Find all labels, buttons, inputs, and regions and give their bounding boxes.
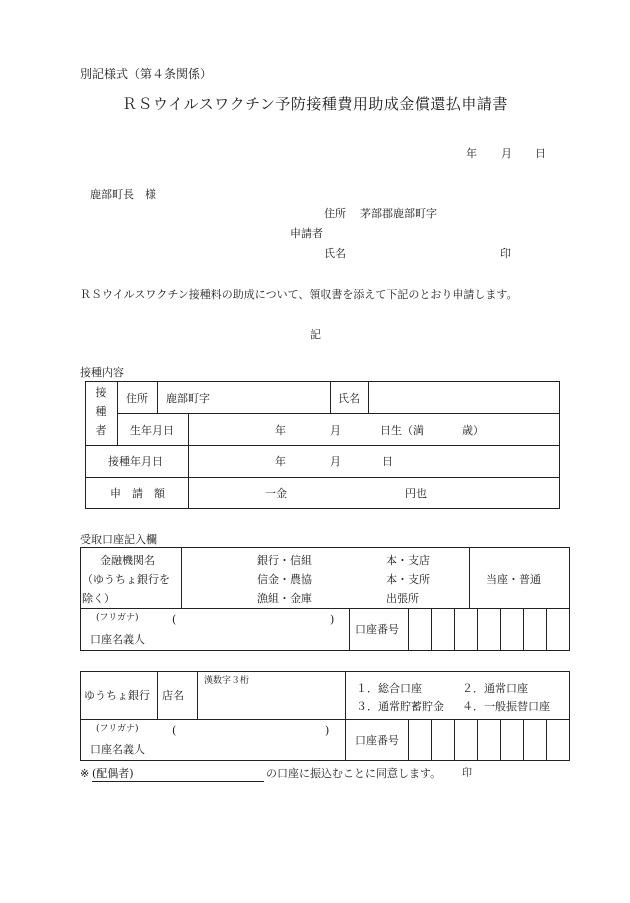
yucho-account-number-label: 口座番号	[355, 734, 399, 747]
bt-col-inst	[181, 547, 182, 608]
bank-holder-field[interactable]	[180, 612, 328, 646]
bank-account-number-label: 口座番号	[355, 623, 399, 636]
yucho-furigana-label: (フリガナ)	[96, 724, 139, 734]
bt-digit-7	[546, 608, 547, 651]
yucho-option-4[interactable]: ４．一般振替口座	[462, 700, 550, 713]
vt-col-line-a	[117, 381, 118, 445]
bank-paren-close: )	[330, 613, 335, 626]
dob-age-label: 歳）	[462, 424, 484, 437]
recipient-address-value[interactable]: 鹿部町字	[166, 392, 210, 405]
yt-row-line	[80, 719, 570, 720]
bt-digit-2	[431, 608, 432, 651]
consent-mark: ※	[80, 767, 90, 780]
vt-row-line-3	[85, 477, 560, 478]
institution-label-3: 除く）	[82, 592, 115, 605]
yt-digit-6	[523, 719, 524, 761]
bank-type-2[interactable]: 信金・農協	[257, 573, 312, 586]
yt-digit-4	[477, 719, 478, 761]
yt-col-shop	[197, 671, 198, 719]
bt-col-acct-type	[469, 547, 470, 608]
bt-digit-4	[477, 608, 478, 651]
recipient-label-2: 種	[95, 405, 107, 418]
recipient-label-1: 接	[95, 386, 107, 399]
date-year-label: 年	[466, 147, 477, 160]
recipient-label-3: 者	[95, 424, 107, 437]
ki-mark: 記	[310, 328, 321, 341]
amount-label: 申 請 額	[110, 487, 165, 500]
dob-born-label: 日生（満	[380, 424, 424, 437]
yucho-option-2[interactable]: ２．通常口座	[462, 682, 528, 695]
vaccination-section-title: 接種内容	[80, 366, 124, 379]
consent-spouse-label: (配偶者)	[92, 767, 134, 780]
applicant-address-label: 住所	[324, 207, 346, 220]
dob-year-label: 年	[275, 424, 286, 437]
applicant-role-label: 申請者	[290, 227, 323, 240]
bt-digit-1	[408, 608, 409, 651]
bank-type-3[interactable]: 漁組・金庫	[257, 592, 312, 605]
yt-digit-3	[454, 719, 455, 761]
amount-suffix: 円也	[405, 487, 427, 500]
yt-digit-1	[408, 719, 409, 761]
vt-col-line-d	[368, 381, 369, 413]
yucho-shop-field[interactable]	[200, 690, 342, 716]
consent-seal: 印	[462, 768, 472, 779]
recipient-name-field[interactable]	[370, 382, 558, 412]
applicant-name-label: 氏名	[324, 247, 346, 260]
vt-col-line-c	[330, 381, 331, 413]
institution-label-1: 金融機関名	[100, 554, 155, 567]
branch-type-2[interactable]: 本・支所	[386, 573, 430, 586]
bt-digit-5	[500, 608, 501, 651]
bank-paren-open: (	[172, 613, 177, 626]
yucho-option-3[interactable]: ３．通常貯蓄貯金	[356, 700, 444, 713]
vt-col-line-b	[157, 381, 158, 413]
vaccination-date-label: 接種年月日	[108, 455, 163, 468]
bank-section-title: 受取口座記入欄	[80, 533, 157, 546]
yt-col-options	[345, 671, 346, 761]
yt-digit-7	[546, 719, 547, 761]
applicant-seal: 印	[500, 247, 511, 260]
yucho-holder-label: 口座名義人	[90, 743, 145, 756]
vd-year-label: 年	[275, 455, 286, 468]
consent-signature-line[interactable]	[92, 781, 264, 782]
amount-prefix: 一金	[265, 487, 287, 500]
bt-digit-3	[454, 608, 455, 651]
yucho-shop-label: 店名	[162, 689, 184, 702]
account-type-options[interactable]: 当座・普通	[486, 573, 541, 586]
bt-row-line	[80, 608, 570, 609]
dob-label: 生年月日	[130, 424, 174, 437]
institution-label-2: （ゆうちょ銀行を	[82, 573, 170, 586]
branch-type-3[interactable]: 出張所	[386, 592, 419, 605]
bank-holder-label: 口座名義人	[90, 633, 145, 646]
branch-type-1[interactable]: 本・支店	[386, 554, 430, 567]
bank-type-1[interactable]: 銀行・信組	[257, 554, 312, 567]
bt-col-acct-no-label	[349, 608, 350, 651]
form-label: 別記様式（第４条関係）	[80, 67, 213, 81]
consent-text: の口座に振込むことに同意します。	[266, 767, 442, 780]
dob-month-label: 月	[330, 424, 341, 437]
yucho-bank-label: ゆうちょ銀行	[84, 689, 150, 702]
yucho-option-1[interactable]: １．総合口座	[356, 682, 422, 695]
vd-day-label: 日	[382, 455, 393, 468]
bt-digit-6	[523, 608, 524, 651]
yucho-paren-close: )	[325, 724, 330, 737]
vt-row-line-1	[117, 413, 560, 414]
addressee: 鹿部町長 様	[90, 188, 156, 201]
recipient-address-label: 住所	[126, 392, 148, 405]
yucho-kanji-note: 漢数字３桁	[204, 676, 250, 686]
date-day-label: 日	[535, 147, 546, 160]
date-month-label: 月	[501, 147, 512, 160]
vt-col-line-e	[188, 413, 189, 509]
yt-col-bank	[157, 671, 158, 719]
yt-digit-5	[500, 719, 501, 761]
yucho-holder-field[interactable]	[180, 723, 322, 757]
vt-row-line-2	[85, 445, 560, 446]
yucho-paren-open: (	[172, 724, 177, 737]
intro-text: ＲＳウイルスワクチン接種料の助成について、領収書を添えて下記のとおり申請します。	[80, 288, 518, 301]
yt-digit-2	[431, 719, 432, 761]
recipient-name-label: 氏名	[338, 392, 360, 405]
applicant-address-value: 茅部郡鹿部町字	[360, 207, 437, 220]
document-title: ＲＳウイルスワクチン予防接種費用助成金償還払申請書	[122, 95, 508, 113]
bank-furigana-label: (フリガナ)	[96, 613, 139, 623]
vd-month-label: 月	[330, 455, 341, 468]
